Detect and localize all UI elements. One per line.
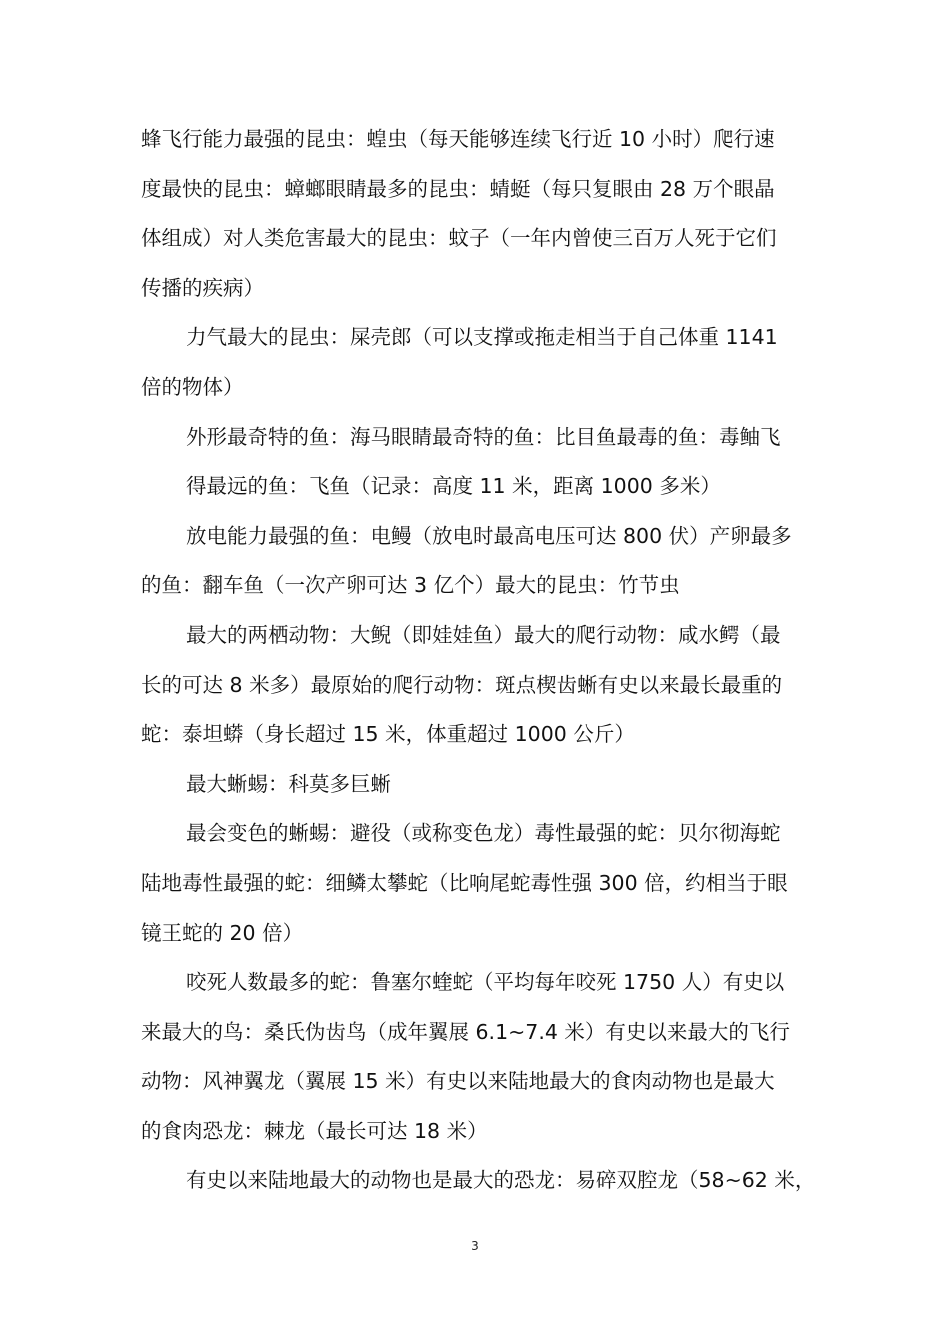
text-line: 蛇：泰坦蟒（身长超过 15 米，体重超过 1000 公斤） (141, 722, 635, 747)
text-line: 来最大的鸟：桑氏伪齿鸟（成年翼展 6.1~7.4 米）有史以来最大的飞行 (141, 1019, 790, 1044)
text-line: 镜王蛇的 20 倍） (141, 920, 304, 945)
text-line: 度最快的昆虫：蟑螂眼睛最多的昆虫：蜻蜓（每只复眼由 28 万个眼晶 (141, 176, 775, 201)
text-line: 最大的两栖动物：大鲵（即娃娃鱼）最大的爬行动物：咸水鳄（最 (186, 622, 781, 647)
text-line: 传播的疾病） (141, 275, 264, 300)
text-line: 放电能力最强的鱼：电鳗（放电时最高电压可达 800 伏）产卵最多 (186, 523, 792, 548)
page-number: 3 (471, 1239, 479, 1253)
text-line: 力气最大的昆虫：屎壳郎（可以支撑或拖走相当于自己体重 1141 (186, 325, 778, 350)
text-line: 长的可达 8 米多）最原始的爬行动物：斑点楔齿蜥有史以来最长最重的 (141, 672, 783, 697)
text-line: 外形最奇特的鱼：海马眼睛最奇特的鱼：比目鱼最毒的鱼：毒鲉飞 (186, 424, 781, 449)
text-line: 的鱼：翻车鱼（一次产卵可达 3 亿个）最大的昆虫：竹节虫 (141, 573, 680, 598)
text-line: 的食肉恐龙：棘龙（最长可达 18 米） (141, 1118, 488, 1143)
text-line: 陆地毒性最强的蛇：细鳞太攀蛇（比响尾蛇毒性强 300 倍，约相当于眼 (141, 870, 788, 895)
text-line: 咬死人数最多的蛇：鲁塞尔蝰蛇（平均每年咬死 1750 人）有史以 (186, 970, 785, 995)
text-line: 动物：风神翼龙（翼展 15 米）有史以来陆地最大的食肉动物也是最大 (141, 1069, 775, 1094)
text-line: 蜂飞行能力最强的昆虫：蝗虫（每天能够连续飞行近 10 小时）爬行速 (141, 127, 775, 151)
text-line: 有史以来陆地最大的动物也是最大的恐龙：易碎双腔龙（58~62 米， (186, 1168, 816, 1193)
body-text (141, 115, 821, 1206)
text-line: 倍的物体） (141, 374, 244, 399)
text-line: 体组成）对人类危害最大的昆虫：蚊子（一年内曾使三百万人死于它们 (141, 226, 777, 251)
text-line: 最会变色的蜥蜴：避役（或称变色龙）毒性最强的蛇：贝尔彻海蛇 (186, 821, 781, 846)
text-line: 得最远的鱼：飞鱼（记录：高度 11 米，距离 1000 多米） (186, 474, 721, 499)
text-line: 最大蜥蜴：科莫多巨蜥 (186, 771, 391, 796)
